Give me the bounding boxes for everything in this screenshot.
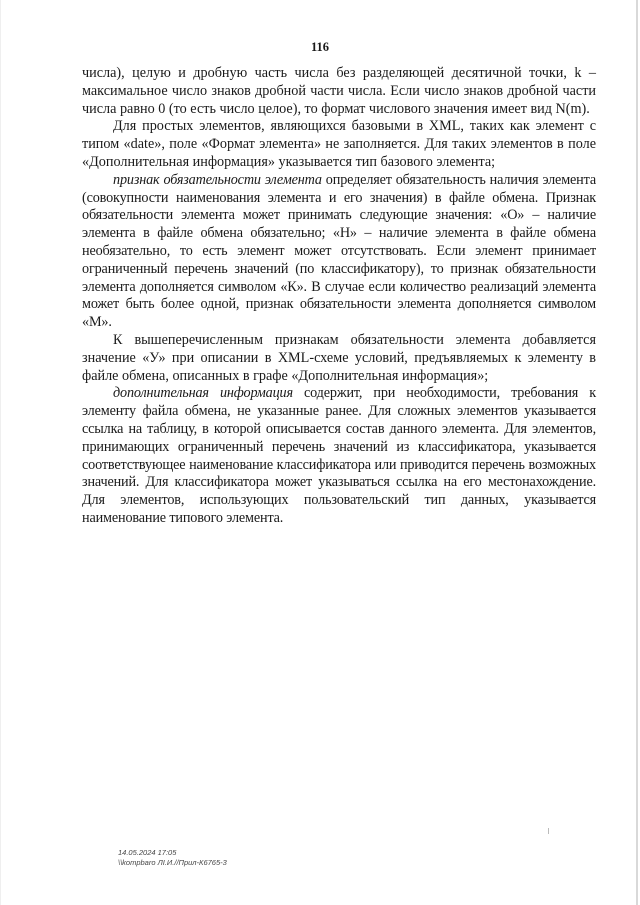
footer-path: \\kompbaro ЛI.И.//Прил-К6765-3 xyxy=(118,858,227,867)
page-left-edge xyxy=(0,0,1,905)
paragraph-2: Для простых элементов, являющихся базовыми в XML, таких как элемент с типом «date», поле «Формат элемента» не заполняется. Для таких элементов в поле «Дополнительная информация» указывается тип базового элемента; xyxy=(82,118,596,170)
page-right-edge xyxy=(636,0,638,905)
paragraph-4: К вышеперечисленным признакам обязательности элемента добавляется значение «У» при описании в XML-схеме условий, предъявляемых к элементу в файле обмена, описанных в графе «Дополнительная информация»; xyxy=(82,331,596,384)
paragraph-3 xyxy=(82,172,596,332)
page-number: 116 xyxy=(310,40,330,54)
paragraph-1: числа), целую и дробную часть числа без разделяющей десятичной точки, k – максимальное число знаков дробной части числа. Если число знаков дробной части числа равно 0 (то есть число целое), то формат числового значения имеет вид N(m). xyxy=(82,65,596,117)
term-additional-info: дополнительная информация xyxy=(113,385,293,402)
footer-stamp xyxy=(118,848,227,868)
term-obligation-flag: признак обязательности элемента xyxy=(113,171,322,188)
paragraph-3-text: определяет обязательность наличия элемента (совокупности наименования элемента и его значения) в файле обмена. Признак обязательности элемента может принимать следующие значения: «О» – наличие элемента в файле обмена обязательно; «Н» – наличие элемента в файле обмена необязательно, то есть элемент может отсутствовать. Если элемент принимает ограниченный перечень значений (по классификатору), то признак обязательности элемента дополняется символом «К». В случае если количество реализаций элемента может быть более одной, признак обязательности элемента дополняется символом «М». xyxy=(82,171,596,331)
footer-timestamp: 14.05.2024 17:05 xyxy=(118,848,177,857)
document-body xyxy=(82,65,596,528)
scan-speck xyxy=(548,828,549,834)
paragraph-5 xyxy=(82,385,596,527)
paragraph-5-text: содержит, при необходимости, требования к элементу файла обмена, не указанные ранее. Для сложных элементов указывается ссылка на таблицу, в которой описывается состав данного элемента. Для элементов, принимающих ограниченный перечень значений из классификатора, указывается соответствующее наименование классификатора или приводится перечень возможных значений. Для классификатора может указываться ссылка на его местонахождение. Для элементов, использующих пользовательский тип данных, указывается наименование типового элемента. xyxy=(82,385,596,526)
